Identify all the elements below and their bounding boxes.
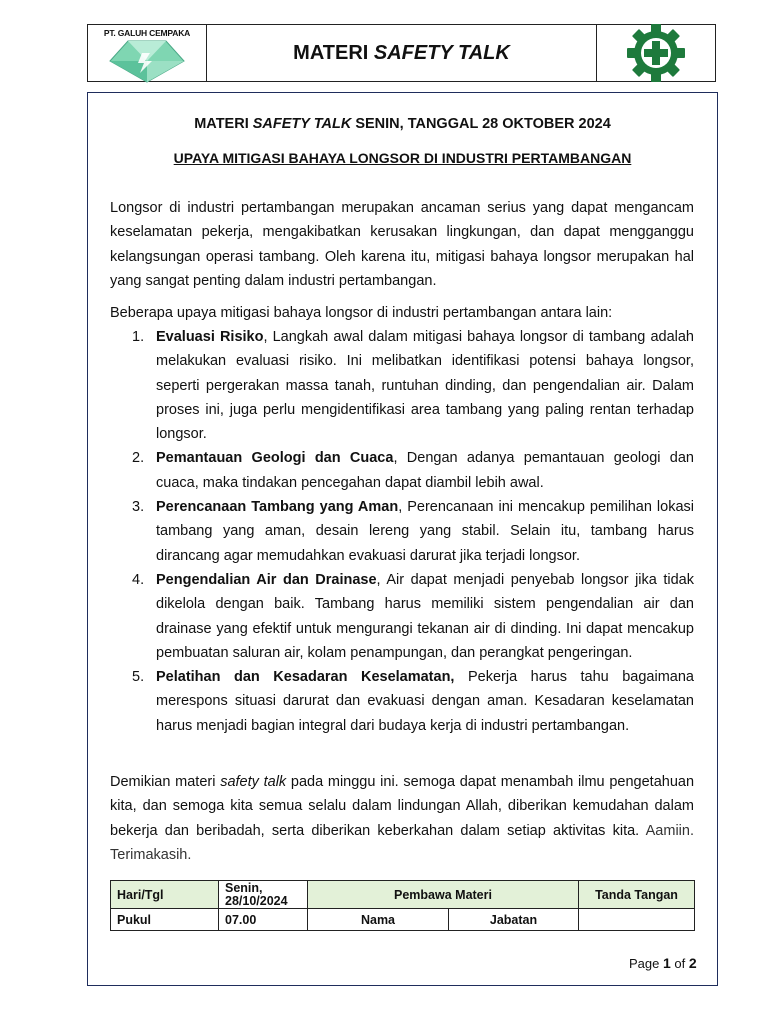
closing-paragraph: [110, 770, 694, 867]
list-item-title: Pengendalian Air dan Drainase: [156, 571, 377, 588]
document-title: [87, 116, 718, 132]
list-item-text: , Air dapat menjadi penyebab longsor jika tidak dikelola dengan baik. Tambang harus memiliki sistem pengendalian air dan drainase yang efektif untuk mengurangi tekanan air di dinding. Ini dapat mencakup pembuatan saluran air, kolam penampungan, dan perangkat pengeringan.: [156, 571, 695, 661]
list-item-text: , Langkah awal dalam mitigasi bahaya longsor di tambang adalah melakukan evaluasi risiko. Ini melibatkan identifikasi potensi bahaya longsor, seperti pergerakan massa tanah, runtuhan dinding, dan pengendalian air. Dalam proses ini, juga perlu mengidentifikasi area tambang yang paling rentan terhadap longsor.: [156, 329, 694, 443]
list-item-title: Pelatihan dan Kesadaran Keselamatan,: [156, 669, 455, 686]
signature-table: [110, 880, 695, 931]
name-label: Nama: [308, 909, 449, 931]
of-word: of: [670, 956, 689, 971]
list-number: 1.: [132, 329, 145, 345]
list-item-title: Pemantauan Geologi dan Cuaca: [156, 450, 394, 467]
header-title-prefix: MATERI: [293, 41, 374, 64]
presenter-header: Pembawa Materi: [308, 881, 579, 909]
mitigation-list: [110, 325, 694, 738]
header-title: [207, 25, 597, 81]
list-item: [110, 495, 694, 568]
safety-gear-cross-icon: [624, 24, 688, 82]
list-item-title: Perencanaan Tambang yang Aman: [156, 499, 399, 516]
list-item: [110, 665, 694, 738]
company-name: PT. GALUH CEMPAKA: [103, 28, 191, 38]
document-header: [87, 24, 716, 82]
title-italic: SAFETY TALK: [252, 116, 352, 132]
closing-thanks: Aamiin. Terimakasih.: [110, 822, 694, 863]
company-logo: [88, 25, 207, 81]
lead-paragraph: Beberapa upaya mitigasi bahaya longsor di industri pertambangan antara lain:: [110, 305, 613, 321]
list-item: [110, 568, 694, 665]
day-date-value: Senin, 28/10/2024: [219, 881, 308, 909]
table-row: [111, 881, 695, 909]
table-row: [111, 909, 695, 931]
document-subtitle: [87, 150, 718, 166]
list-number: 5.: [132, 669, 145, 686]
list-item-text: Pekerja harus tahu bagaimana merespons situasi darurat dan evakuasi dengan aman. Kesadaran keselamatan harus menjadi bagian integral dari budaya kerja di industri pertambangan.: [156, 669, 694, 734]
diamond-logo-icon: [108, 39, 186, 88]
signature-header: Tanda Tangan: [579, 881, 695, 909]
title-suffix: SENIN, TANGGAL 28 OKTOBER 2024: [351, 116, 611, 132]
intro-paragraph: Longsor di industri pertambangan merupakan ancaman serius yang dapat mengancam keselamatan pekerja, mengakibatkan kerusakan lingkungan, dan dapat mengganggu kelangsungan operasi tambang. Oleh karena itu, mitigasi bahaya longsor merupakan hal yang sangat penting dalam industri pertambangan.: [110, 200, 694, 289]
closing-italic: safety talk: [220, 774, 287, 790]
list-number: 3.: [132, 499, 145, 516]
total-pages: 2: [688, 955, 697, 971]
list-item-title: Evaluasi Risiko: [156, 329, 264, 345]
current-page: 1: [662, 955, 671, 971]
page-number: [629, 955, 697, 971]
closing-text-1: Demikian materi: [110, 774, 221, 790]
header-title-italic: SAFETY TALK: [373, 41, 510, 64]
closing-text-2: pada minggu ini. semoga dapat menambah ilmu pengetahuan kita, dan semoga kita semua selalu dalam lindungan Allah, diberikan kemudahan dalam bekerja dan beribadah, serta diberikan keberkahan dalam setiap aktivitas kita.: [110, 774, 695, 839]
list-number: 4.: [132, 571, 145, 588]
signature-cell: [579, 909, 695, 931]
title-prefix: MATERI: [194, 116, 253, 132]
subtitle-text: UPAYA MITIGASI BAHAYA LONGSOR DI INDUSTRI PERTAMBANGAN: [173, 150, 632, 166]
safety-emblem: [597, 25, 715, 81]
list-number: 2.: [132, 450, 145, 467]
time-value: 07.00: [219, 909, 308, 931]
list-item-text: , Perencanaan ini mencakup pemilihan lokasi tambang yang aman, desain lereng yang stabil. Selain itu, tambang harus dirancang agar memudahkan evakuasi darurat jika terjadi longsor.: [156, 499, 695, 564]
day-date-label: Hari/Tgl: [111, 881, 219, 909]
list-item-text: , Dengan adanya pemantauan geologi dan cuaca, maka tindakan pencegahan dapat diambil lebih awal.: [156, 450, 695, 491]
position-label: Jabatan: [449, 909, 579, 931]
list-item: [110, 325, 694, 446]
list-item: [110, 446, 694, 495]
time-label: Pukul: [111, 909, 219, 931]
page-word: Page: [629, 956, 663, 971]
